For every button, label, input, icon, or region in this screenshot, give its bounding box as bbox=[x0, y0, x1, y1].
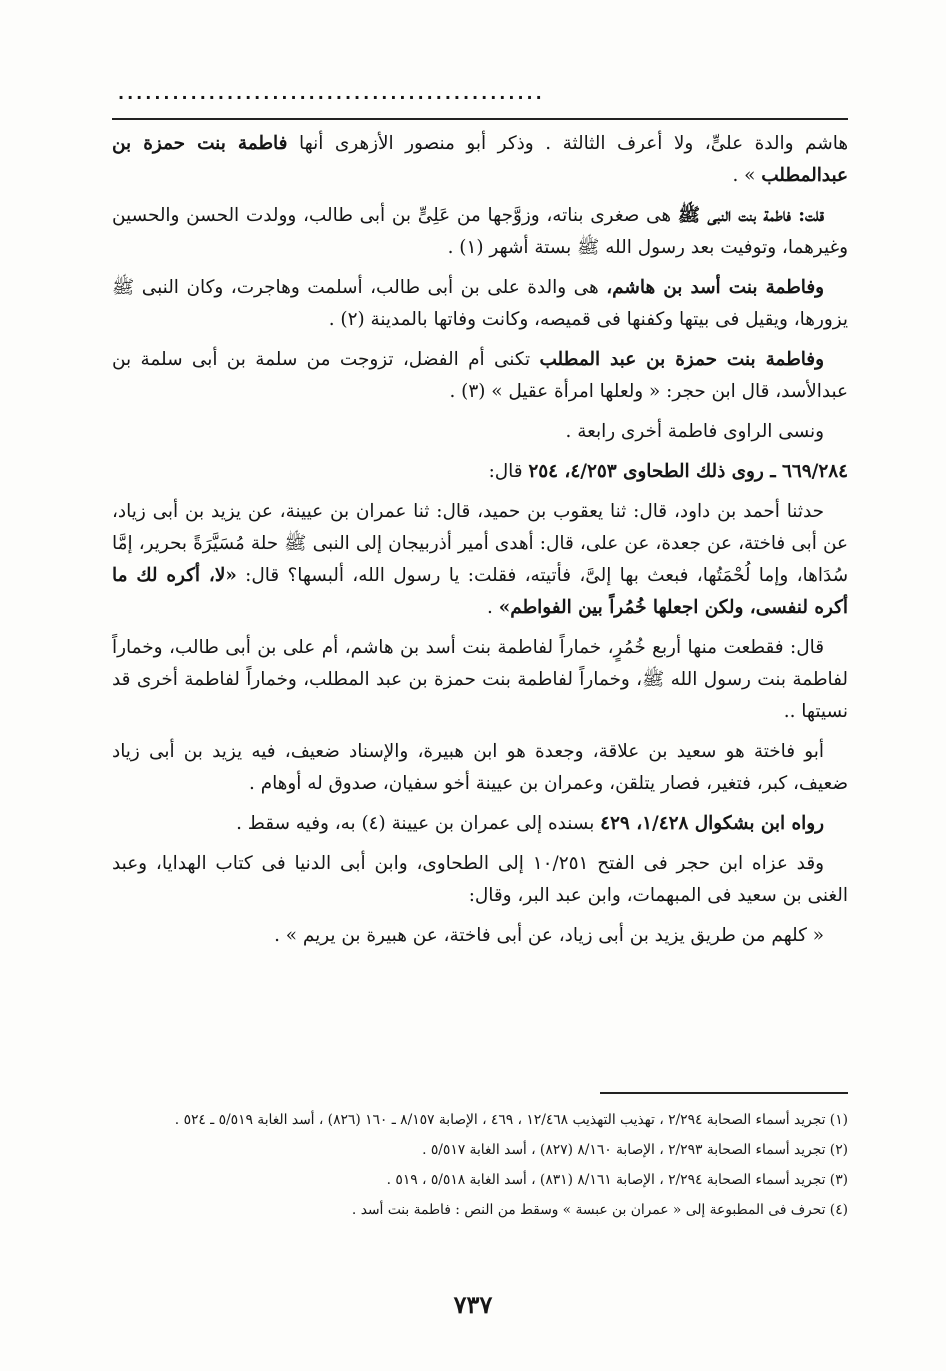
footnote-1: (١) تجريد أسماء الصحابة ٢/٢٩٤ ، تهذيب التهذيب ١٢/٤٦٨ ، ٤٦٩ ، الإصابة ٨/١٥٧ ـ ١٦٠ (٨٢٦) ، أسد الغابة ٥/٥١٩ ـ ٥٢٤ . bbox=[174, 1112, 848, 1128]
footnote-2: (٢) تجريد أسماء الصحابة ٢/٢٩٣ ، الإصابة ٨/١٦٠ (٨٢٧) ، أسد الغابة ٥/٥١٧ . bbox=[422, 1142, 848, 1158]
hadith-quote-bold: «لا، أكره لك ما أكره لنفسى، ولكن اجعلها خُمُراً بين الفواطم» bbox=[112, 565, 848, 618]
paragraph-lead-bold: رواه ابن بشكوال ١/٤٢٨، ٤٢٩ bbox=[600, 813, 824, 834]
paragraph-text: هى صغرى بناته، وزوَّجها من عَلِىٍّ بن أبى طالب، وولدت الحسن والحسين وغيرهما، وتوفيت بعد رسول الله ﷺ بستة أشهر (١) . bbox=[112, 205, 848, 258]
paragraph-text: أبو فاختة هو سعيد بن علاقة، وجعدة هو ابن هبيرة، والإسناد ضعيف، فيه يزيد بن أبى زياد ضعيف، كبر، فتغير، فصار يتلقن، وعمران بن عيينة أخو سفيان، صدوق له أوهام . bbox=[112, 741, 848, 794]
paragraph-7 bbox=[112, 496, 848, 624]
page-number: ٧٣٧ bbox=[453, 1290, 493, 1319]
paragraph-lead-bold: قلت: فاطمة بنت النبى ﷺ bbox=[677, 205, 824, 226]
paragraph-text: وقد عزاه ابن حجر فى الفتح ١٠/٢٥١ إلى الطحاوى، وابن أبى الدنيا فى كتاب الهدايا، وعبد الغنى بن سعيد فى المبهمات، وابن عبد البر، وقال: bbox=[112, 853, 848, 906]
hadith-number: ٦٦٩/٢٨٤ ـ روى ذلك الطحاوى ٤/٢٥٣، ٢٥٤ bbox=[528, 461, 848, 482]
paragraph-3 bbox=[112, 272, 848, 336]
paragraph-text: بسنده إلى عمران بن عيينة (٤) به، وفيه سقط . bbox=[236, 813, 601, 834]
paragraph-8 bbox=[112, 632, 848, 728]
footnote-3: (٣) تجريد أسماء الصحابة ٢/٢٩٤ ، الإصابة ٨/١٦١ (٨٣١) ، أسد الغابة ٥/٥١٨ ، ٥١٩ . bbox=[386, 1172, 848, 1188]
paragraph-text: قال: فقطعت منها أربع خُمُرٍ، خماراً لفاطمة بنت أسد بن هاشم، أم على بن أبى طالب، وخماراً لفاطمة بنت رسول الله ﷺ، وخماراً لفاطمة بنت حمزة بن عبد المطلب، وخماراً لفاطمة أخرى قد نسيتها .. bbox=[112, 637, 848, 722]
paragraph-text: تكنى أم الفضل، تزوجت من سلمة بن أبى سلمة بن عبدالأسد، قال ابن حجر: « ولعلها امرأة عقيل » (٣) . bbox=[112, 349, 848, 402]
main-text bbox=[112, 128, 848, 960]
footnote-4: (٤) تحرف فى المطبوعة إلى « عمران بن عبسة » وسقط من النص : فاطمة بنت أسد . bbox=[351, 1202, 848, 1218]
paragraph-text: هى والدة على بن أبى طالب، أسلمت وهاجرت، وكان النبى ﷺ يزورها، ويقيل فى بيتها وكفنها فى قميصه، وكانت وفاتها بالمدينة (٢) . bbox=[112, 277, 848, 330]
paragraph-4 bbox=[112, 344, 848, 408]
header-dotted-line: ............................................... bbox=[118, 84, 545, 103]
footnotes bbox=[112, 1108, 848, 1228]
header-rule bbox=[112, 118, 848, 120]
paragraph-11 bbox=[112, 848, 848, 912]
paragraph-text: ونسى الراوى فاطمة أخرى رابعة . bbox=[565, 421, 824, 442]
paragraph-bold: فاطمة بنت حمزة بن عبدالمطلب bbox=[112, 133, 848, 186]
footnote-rule bbox=[600, 1092, 848, 1094]
paragraph-text: « كلهم من طريق يزيد بن أبى زياد، عن أبى فاختة، عن هبيرة بن يريم » . bbox=[274, 925, 824, 946]
paragraph-1 bbox=[112, 128, 848, 192]
paragraph-12 bbox=[112, 920, 848, 952]
paragraph-lead-bold: وفاطمة بنت أسد بن هاشم، bbox=[606, 277, 824, 298]
paragraph-lead-bold: وفاطمة بنت حمزة بن عبد المطلب bbox=[539, 349, 824, 370]
paragraph-5 bbox=[112, 416, 848, 448]
paragraph-2 bbox=[112, 200, 848, 264]
paragraph-text: حدثنا أحمد بن داود، قال: ثنا يعقوب بن حميد، قال: ثنا عمران بن عيينة، عن يزيد بن أبى زياد، عن أبى فاختة، عن جعدة، عن على، قال: أهدى أمير أذربيجان إلى النبى ﷺ حلة مُسَيَّرَةً بحرير، إمَّا سُدَاها، وإما لُحْمَتُها، فبعث بها إلىَّ، فأتيته، فقلت: يا رسول الله، ألبسها؟ قال: bbox=[112, 501, 849, 586]
paragraph-tail: . bbox=[487, 597, 499, 618]
hadith-heading bbox=[112, 456, 848, 488]
paragraph-text: هاشم والدة علىٍّ، ولا أعرف الثالثة . وذكر أبو منصور الأزهرى أنها bbox=[287, 133, 849, 154]
paragraph-text: قال: bbox=[488, 461, 529, 482]
paragraph-10 bbox=[112, 808, 848, 840]
paragraph-9 bbox=[112, 736, 848, 800]
paragraph-tail: » . bbox=[732, 165, 762, 186]
